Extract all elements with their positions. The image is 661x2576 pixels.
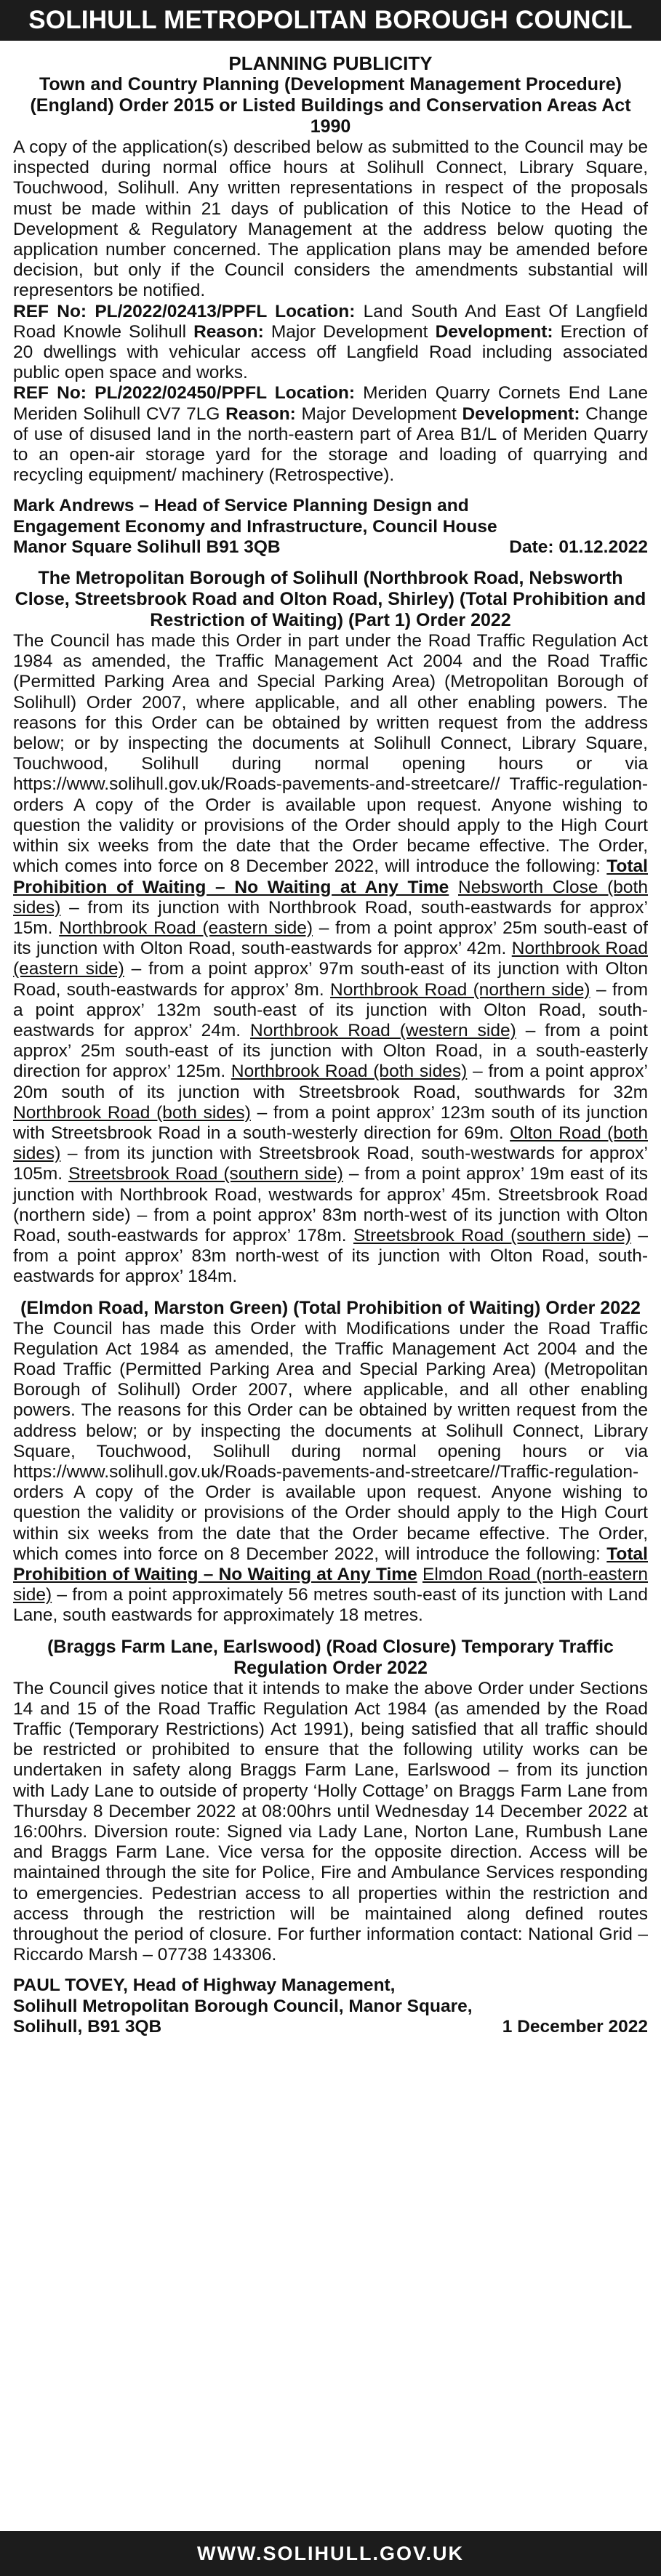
road-section-name: Streetsbrook Road (southern side) bbox=[68, 1164, 343, 1184]
road-section-text: – from a point approx’ 20m south of its junction with Streetsbrook Road, southwards for 32m bbox=[13, 1062, 648, 1102]
braggs-farm-lane-order-notice bbox=[13, 1637, 648, 2037]
notice-signature bbox=[13, 496, 648, 558]
road-section-text: – from a point approx’ 123m south of its junction with Streetsbrook Road in a south-westerly direction for 69m. bbox=[13, 1102, 648, 1143]
footer-website: WWW.SOLIHULL.GOV.UK bbox=[0, 2531, 661, 2576]
signature-address: Manor Square Solihull B91 3QB bbox=[13, 537, 281, 557]
application-reason: Major Development bbox=[263, 321, 436, 342]
notice-heading: PLANNING PUBLICITY bbox=[228, 52, 433, 74]
notice-heading: (Braggs Farm Lane, Earlswood) (Road Closure) Temporary Traffic Regulation Order 2022 bbox=[47, 1636, 614, 1678]
road-section-text: – from a point approximately 56 metres south-east of its junction with Land Lane, south eastwards for approximately 18 metres. bbox=[13, 1585, 648, 1626]
road-section-text: – from a point approx’ 25m south-east of its junction with Olton Road, in a south-easterly direction for approx’ 125m. bbox=[13, 1020, 648, 1082]
application-development: Change of use of disused land in the north-eastern part of Area B1/L of Meriden Quarry to an open-air storage yard for the storage and loading of quarrying and recycling equipment/ machinery (Retrospective). bbox=[13, 404, 648, 486]
signature-address: Solihull, B91 3QB bbox=[13, 2016, 162, 2037]
road-section-text: – from a point approx’ 83m north-west of its junction with Olton Road, south-eastwards for approx’ 184m. bbox=[13, 1225, 649, 1287]
road-section-name: Northbrook Road (both sides) bbox=[13, 1102, 251, 1123]
masthead: SOLIHULL METROPOLITAN BOROUGH COUNCIL bbox=[0, 0, 661, 41]
road-section-text: – from a point approx’ 19m east of its junction with Northbrook Road, westwards for approx’ 45m. Streetsbrook Road (northern side) – from a point approx’ 83m north-west of its junction with Olton Road, south-eastwards for approx’ 178m. bbox=[13, 1164, 648, 1245]
notice-text: The Council has made this Order in part under the Road Traffic Regulation Act 1984 as amended, the Traffic Management Act 2004 and the Road Traffic (Permitted Parking Area and Special Parking Area) (Metropolitan Borough of Solihull) Order 2007, where applicable, and all other enabling powers. The reasons for this Order can be obtained by written request from the address below; or by inspecting the documents at Solihull Connect, Library Square, Touchwood, Solihull during normal opening hours or via https://www.solihull.gov.uk/Roads-pavements-and-streetcare// Traffic-regulation-orders A copy of the Order is available upon request. Anyone wishing to question the validity or provisions of the Order should apply to the High Court within six weeks from the date that the Order became effective. The Order, which comes into force on 8 December 2022, will introduce the following: bbox=[13, 631, 648, 877]
northbrook-road-order-notice bbox=[13, 568, 648, 1288]
signature-line: PAUL TOVEY, Head of Highway Management, bbox=[13, 1975, 396, 1996]
application-location: Land South And East Of Langfield Road Knowle Solihull bbox=[13, 301, 648, 342]
road-section-name: Northbrook Road (northern side) bbox=[330, 979, 590, 1000]
road-section-text: – from a point approx’ 132m south-east of its junction with Olton Road, south-eastwards for approx’ 24m. bbox=[13, 979, 649, 1040]
application-development: Erection of 20 dwellings with vehicular access off Langfield Road including associated public open space and works. bbox=[13, 321, 648, 383]
notice-subheading: Town and Country Planning (Development Management Procedure) (England) Order 2015 or Listed Buildings and Conservation Areas Act 1990 bbox=[30, 74, 631, 137]
road-section-text: – from its junction with Northbrook Road, south-eastwards for approx’ 15m. bbox=[13, 897, 648, 938]
road-section-name: Olton Road (both sides) bbox=[13, 1123, 648, 1164]
development-label: Development: bbox=[435, 321, 553, 342]
road-section-name: Northbrook Road (both sides) bbox=[231, 1062, 468, 1082]
application-location: Meriden Quarry Cornets End Lane Meriden Solihull CV7 7LG bbox=[13, 383, 648, 424]
notice-signature bbox=[13, 1975, 648, 2037]
application-entry bbox=[13, 383, 648, 486]
signature-date: 1 December 2022 bbox=[502, 2016, 648, 2037]
prohibition-title: Total Prohibition of Waiting – No Waiting at Any Time bbox=[13, 856, 648, 897]
notice-body bbox=[13, 631, 648, 1288]
road-section-name: Nebsworth Close (both sides) bbox=[13, 877, 648, 918]
reason-label: Reason: bbox=[193, 321, 264, 342]
prohibition-title: Total Prohibition of Waiting – No Waiting at Any Time bbox=[13, 1544, 648, 1584]
application-reason: Major Development bbox=[295, 404, 462, 424]
reason-label: Reason: bbox=[225, 404, 296, 424]
notice-heading: (Elmdon Road, Marston Green) (Total Prohibition of Waiting) Order 2022 bbox=[20, 1297, 641, 1318]
notice-intro: A copy of the application(s) described below as submitted to the Council may be inspected during normal office hours at Solihull Connect, Library Square, Touchwood, Solihull. Any written representations in respect of the proposals must be made within 21 days of publication of this Notice to the Head of Development & Regulatory Management at the address below quoting the application number concerned. The application plans may be amended before decision, but only if the Council considers the amendments substantial will representors be notified. bbox=[13, 137, 648, 301]
notice-body: The Council gives notice that it intends to make the above Order under Sections 14 and 15 of the Road Traffic Regulation Act 1984 (as amended by the Road Traffic (Temporary Restrictions) Act 1991), being satisfied that all traffic should be restricted or prohibited to ensure that the following utility works can be undertaken in safety along Braggs Farm Lane, Earlswood – from its junction with Lady Lane to outside of property ‘Holly Cottage’ on Braggs Farm Lane from Thursday 8 December 2022 at 08:00hrs until Wednesday 14 December 2022 at 16:00hrs. Diversion route: Signed via Lady Lane, Norton Lane, Rumbush Lane and Braggs Farm Lane. Vice versa for the opposite direction. Access will be maintained through the site for Police, Fire and Ambulance Services responding to emergencies. Pedestrian access to all properties within the restriction and access through the restriction will be maintained along defined routes throughout the period of closure. For further information contact: National Grid – Riccardo Marsh – 07738 143306. bbox=[13, 1678, 648, 1965]
signature-line: Mark Andrews – Head of Service Planning Design and bbox=[13, 496, 469, 516]
notice-text: The Council has made this Order with Modifications under the Road Traffic Regulation Act 1984 as amended, the Traffic Management Act 2004 and the Road Traffic (Permitted Parking Area and Special Parking Area) (Metropolitan Borough of Solihull) Order 2007, where applicable, and all other enabling powers. The reasons for this Order can be obtained by written request from the address below; or by inspecting the documents at Solihull Connect, Library Square, Touchwood, Solihull during normal opening hours or via https://www.solihull.gov.uk/Roads-pavements-and-streetcare//Traffic-regulation-orders A copy of the Order is available upon request. Anyone wishing to question the validity or provisions of the Order should apply to the High Court within six weeks from the date that the Order became effective. The Order, which comes into force on 8 December 2022, will introduce the following: bbox=[13, 1318, 648, 1564]
road-section-text: – from its junction with Streetsbrook Road, south-westwards for approx’ 105m. bbox=[13, 1144, 648, 1184]
application-ref: REF No: PL/2022/02413/PPFL Location: bbox=[13, 301, 356, 321]
road-section-name: Northbrook Road (eastern side) bbox=[13, 939, 648, 979]
notices-body bbox=[0, 41, 661, 2529]
development-label: Development: bbox=[462, 404, 580, 424]
elmdon-road-order-notice bbox=[13, 1298, 648, 1626]
application-ref: REF No: PL/2022/02450/PPFL Location: bbox=[13, 383, 356, 404]
signature-date: Date: 01.12.2022 bbox=[509, 537, 648, 557]
application-entry bbox=[13, 302, 648, 384]
planning-publicity-notice bbox=[13, 52, 648, 558]
notice-heading: The Metropolitan Borough of Solihull (Northbrook Road, Nebsworth Close, Streetsbrook Road and Olton Road, Shirley) (Total Prohibition and Restriction of Waiting) (Part 1) Order 2022 bbox=[15, 568, 646, 631]
road-section-name: Streetsbrook Road (southern side) bbox=[353, 1225, 632, 1245]
road-section-name: Northbrook Road (eastern side) bbox=[59, 918, 313, 938]
road-section-text: – from a point approx’ 97m south-east of its junction with Olton Road, south-eastwards for approx’ 8m. bbox=[13, 959, 649, 1000]
signature-line: Engagement Economy and Infrastructure, Council House bbox=[13, 516, 497, 537]
road-section-name: Northbrook Road (western side) bbox=[250, 1020, 516, 1040]
road-section-name: Elmdon Road (north-eastern side) bbox=[13, 1565, 649, 1605]
notice-body bbox=[13, 1319, 648, 1626]
road-section-text: – from a point approx’ 25m south-east of its junction with Olton Road, south-eastwards for approx’ 42m. bbox=[13, 918, 648, 959]
signature-line: Solihull Metropolitan Borough Council, Manor Square, bbox=[13, 1996, 473, 2016]
